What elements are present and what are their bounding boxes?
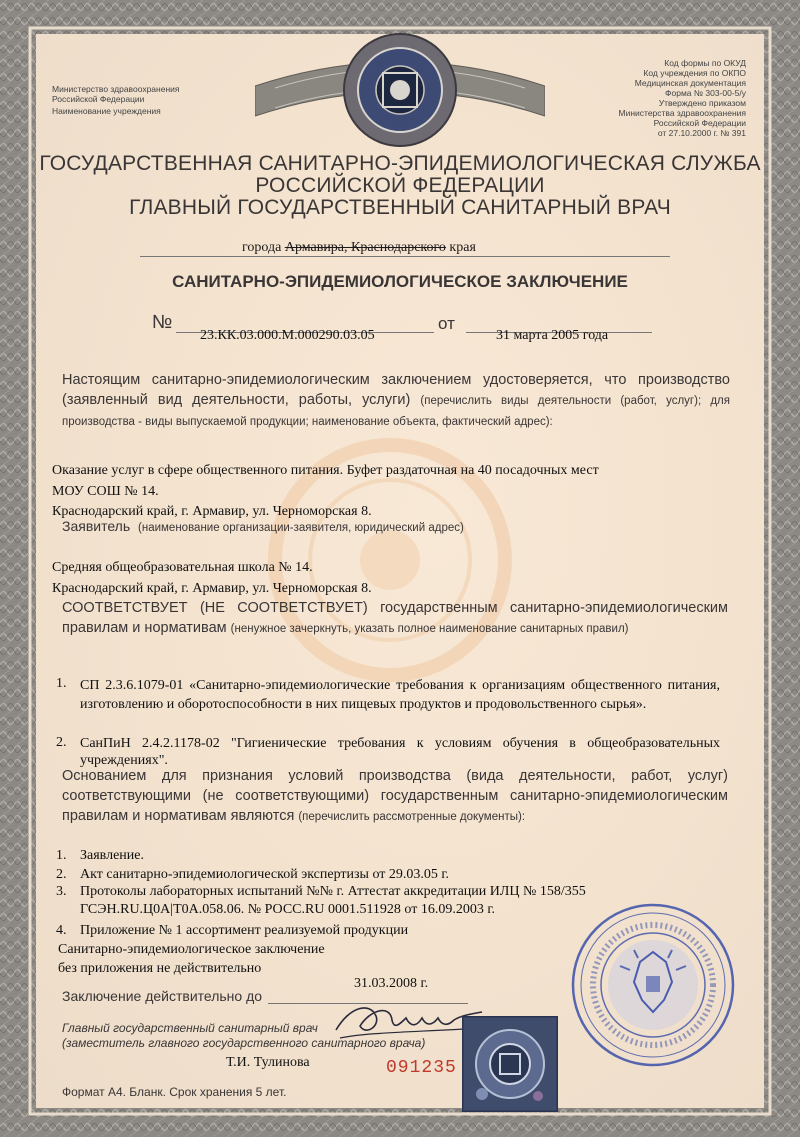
- hologram-icon: [462, 1016, 558, 1112]
- city-prefix: города: [242, 240, 282, 255]
- applicant-note: (наименование организации-заявителя, юридический адрес): [138, 522, 464, 534]
- activity-line-2: МОУ СОШ № 14.: [52, 484, 159, 499]
- city-suffix: края: [449, 240, 476, 255]
- city-line: [242, 240, 476, 256]
- city-name: Армавира, Краснодарского: [284, 240, 446, 255]
- title-line-3: ГЛАВНЫЙ ГОСУДАРСТВЕННЫЙ САНИТАРНЫЙ ВРАЧ: [129, 196, 671, 219]
- document-number: 23.КК.03.000.М.000290.03.05: [200, 328, 375, 343]
- activity-line-1: Оказание услуг в сфере общественного питания. Буфет раздаточная на 40 посадочных мест: [52, 463, 599, 478]
- conclusion-title: САНИТАРНО-ЭПИДЕМИОЛОГИЧЕСКОЕ ЗАКЛЮЧЕНИЕ: [172, 272, 628, 291]
- applicant-label: Заявитель: [62, 518, 131, 534]
- intro-main: Настоящим санитарно-эпидемиологическим заключением удостоверяется, что производство (заявленный вид деятельности, работы, услуги): [62, 372, 730, 408]
- basis-text: [62, 766, 728, 827]
- official-stamp-icon: [568, 900, 738, 1070]
- chief-label-1: Главный государственный санитарный врач: [62, 1021, 318, 1035]
- conform-main: СООТВЕТСТВУЕТ (НЕ СООТВЕТСТВУЕТ) государственным санитарно-эпидемиологическим правилам и нормативам: [62, 600, 728, 636]
- document-date: 31 марта 2005 года: [496, 328, 609, 343]
- doc-4-text: Приложение № 1 ассортимент реализуемой продукции: [80, 923, 409, 938]
- valid-until-label: Заключение действительно до: [62, 988, 263, 1004]
- appendix-note-2: без приложения не действительно: [58, 961, 262, 976]
- institution-label: Наименование учреждения: [52, 106, 161, 116]
- intro-note: (перечислить виды деятельности (работ, услуг); для производства - виды выпускаемой продукции; наименование объекта, фактический адрес):: [62, 395, 730, 428]
- doc-3-text: Протоколы лабораторных испытаний №№ г. Аттестат аккредитации ИЛЦ № 158/355: [80, 884, 586, 899]
- applicant-line-2: Краснодарский край, г. Армавир, ул. Черноморская 8.: [52, 581, 372, 596]
- doc-3-cont: ГСЭН.RU.Ц0А|Т0А.058.06. № РОСС.RU 0001.511928 от 16.09.2003 г.: [80, 902, 496, 917]
- rule-1-num: 1.: [56, 676, 67, 691]
- number-label: №: [152, 312, 173, 333]
- basis-note: (перечислить рассмотренные документы):: [298, 811, 526, 823]
- applicant-line-1: Средняя общеобразовательная школа № 14.: [52, 560, 313, 575]
- basis-main: Основанием для признания условий производства (вида деятельности, работ, услуг) соответствующими (не соответствующими) государственным санитарно-эпидемиологическим правилам и нормативам являются: [62, 768, 728, 824]
- chief-name: Т.И. Тулинова: [226, 1055, 310, 1070]
- rule-1-text: СП 2.3.6.1079-01 «Санитарно-эпидемиологические требования к организациям общественного питания, изготовлению и оборотоспособности в них пищевых продуктов и продовольственного сырья».: [80, 678, 720, 712]
- conform-note: (ненужное зачеркнуть, указать полное наименование санитарных правил): [230, 623, 629, 635]
- title-line-1: ГОСУДАРСТВЕННАЯ САНИТАРНО-ЭПИДЕМИОЛОГИЧЕСКАЯ СЛУЖБА: [39, 152, 761, 175]
- rule-2-num: 2.: [56, 735, 67, 750]
- appendix-note-1: Санитарно-эпидемиологическое заключение: [58, 942, 325, 957]
- conform-text: [62, 598, 728, 639]
- doc-1-num: 1.: [56, 848, 67, 863]
- intro-text: [62, 370, 730, 432]
- serial-number: 091235: [386, 1058, 457, 1078]
- title-line-2: РОССИЙСКОЙ ФЕДЕРАЦИИ: [255, 174, 545, 197]
- activity-line-3: Краснодарский край, г. Армавир, ул. Черноморская 8.: [52, 504, 372, 519]
- rule-2-text: СанПиН 2.4.2.1178-02 "Гигиенические требования к условиям обучения в общеобразовательных учреждениях".: [80, 736, 720, 768]
- emblem-icon: [255, 28, 545, 148]
- doc-2-text: Акт санитарно-эпидемиологической экспертизы от 29.03.05 г.: [80, 867, 450, 882]
- applicant-label-line: [62, 518, 464, 534]
- doc-4-num: 4.: [56, 923, 67, 938]
- ministry-label: Министерство здравоохранения Российской Федерации: [52, 84, 180, 104]
- doc-1-text: Заявление.: [80, 848, 144, 863]
- doc-3-num: 3.: [56, 884, 67, 899]
- format-note: Формат А4. Бланк. Срок хранения 5 лет.: [62, 1085, 287, 1099]
- from-label: от: [438, 314, 455, 333]
- doc-2-num: 2.: [56, 867, 67, 882]
- form-codes: Код формы по ОКУД Код учреждения по ОКПО Медицинская документация Форма № 303-00-5/у Утверждено приказом Министерства здравоохранения Российской Федерации от 27.10.2000 г. № 391: [618, 58, 746, 138]
- valid-until-date: 31.03.2008 г.: [354, 976, 429, 991]
- chief-label-2: (заместитель главного государственного санитарного врача): [62, 1036, 426, 1050]
